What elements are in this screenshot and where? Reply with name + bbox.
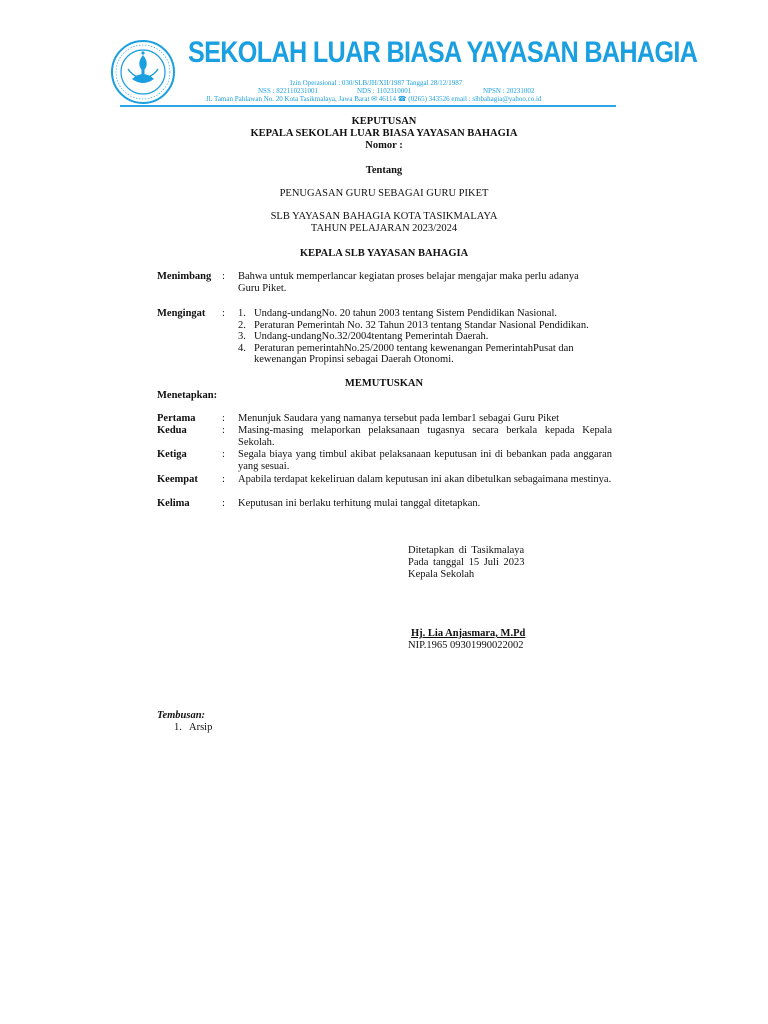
address-line: Jl. Taman Pahlawan No. 20 Kota Tasikmalaya, Jawa Barat ✉ 46114 ☎ (0265) 343526 email : slbbahagia@yahoo.co.id [206,95,542,103]
tembusan-item-text: Arsip [189,722,213,733]
title-kepala: KEPALA SEKOLAH LUAR BIASA YAYASAN BAHAGIA [250,128,518,139]
npsn-number: NPSN : 20231002 [483,87,535,95]
decision-text-ketiga: Segala biaya yang timbul akibat pelaksanaan keputusan ini di bebankan pada anggaran yang sesuai. [238,449,612,472]
decision-colon: : [222,474,225,485]
list-item [238,308,594,320]
menimbang-colon: : [222,271,225,282]
list-item-number: 1. [238,308,246,319]
decision-text-kelima: Keputusan ini berlaku terhitung mulai tanggal ditetapkan. [238,498,481,509]
tembusan-item-number: 1. [174,722,182,733]
decision-label-kedua: Kedua [157,425,187,436]
signature-place: Ditetapkan di Tasikmalaya [408,545,525,556]
decision-colon: : [222,425,225,436]
list-item-number: 2. [238,319,246,331]
title-nomor: Nomor : [365,140,403,151]
list-item [238,331,594,343]
signatory-nip: NIP.1965 09301990022002 [408,640,524,651]
memutuskan-heading: MEMUTUSKAN [344,378,424,389]
mengingat-colon: : [222,308,225,319]
title-subject: PENUGASAN GURU SEBAGAI GURU PIKET [279,188,489,199]
title-head: KEPALA SLB YAYASAN BAHAGIA [299,248,469,259]
title-tentang: Tentang [365,165,403,176]
list-item-text: Peraturan pemerintahNo.25/2000 tentang kewenangan PemerintahPusat dan kewenangan Propinsi sebagai Daerah Otonomi. [254,342,574,365]
decision-text-kedua: Masing-masing melaporkan pelaksanaan tugasnya secara berkala kepada Kepala Sekolah. [238,425,612,448]
signature-date: Pada tanggal 15 Juli 2023 [408,557,525,568]
title-year: TAHUN PELAJARAN 2023/2024 [310,223,458,234]
permit-line: Izin Operasional : 030/SLB/JH/XII/1987 Tanggal 28/12/1987 [290,79,463,87]
decision-colon: : [222,413,225,424]
nss-number: NSS : 822110231001 [258,87,319,95]
title-school-city: SLB YAYASAN BAHAGIA KOTA TASIKMALAYA [270,211,498,222]
menimbang-text-1: Bahwa untuk memperlancar kegiatan proses belajar mengajar maka perlu adanya [238,271,579,282]
title-keputusan: KEPUTUSAN [351,116,417,127]
nds-number: NDS : 1102310001 [357,87,412,95]
school-name: SEKOLAH LUAR BIASA YAYASAN BAHAGIA [188,36,698,69]
decision-label-pertama: Pertama [157,413,196,424]
header-rule [120,105,616,107]
menetapkan-label: Menetapkan: [157,390,218,401]
list-item-number: 4. [238,342,246,354]
menimbang-label: Menimbang [157,271,212,282]
list-item-text: Undang-undangNo. 20 tahun 2003 tentang Sistem Pendidikan Nasional. [254,308,557,319]
decision-colon: : [222,498,225,509]
decision-colon: : [222,449,225,460]
signatory-name: Hj. Lia Anjasmara, M.Pd [411,628,526,639]
school-logo [110,39,176,105]
list-item [238,320,594,332]
list-item-text: Peraturan Pemerintah No. 32 Tahun 2013 tentang Standar Nasional Pendidikan. [254,319,589,331]
list-item-number: 3. [238,331,246,342]
menimbang-text-2: Guru Piket. [238,283,287,294]
list-item [238,343,594,366]
decision-label-kelima: Kelima [157,498,190,509]
tembusan-label: Tembusan: [157,710,206,721]
mengingat-label: Mengingat [157,308,206,319]
decision-text-keempat: Apabila terdapat kekeliruan dalam keputusan ini akan dibetulkan sebagaimana mestinya. [238,474,612,485]
decision-label-keempat: Keempat [157,474,198,485]
decision-label-ketiga: Ketiga [157,449,187,460]
mengingat-list [238,308,594,366]
signature-role: Kepala Sekolah [408,569,475,580]
decision-text-pertama: Menunjuk Saudara yang namanya tersebut pada lembar1 sebagai Guru Piket [238,413,560,424]
list-item-text: Undang-undangNo.32/2004tentang Pemerintah Daerah. [254,331,489,342]
